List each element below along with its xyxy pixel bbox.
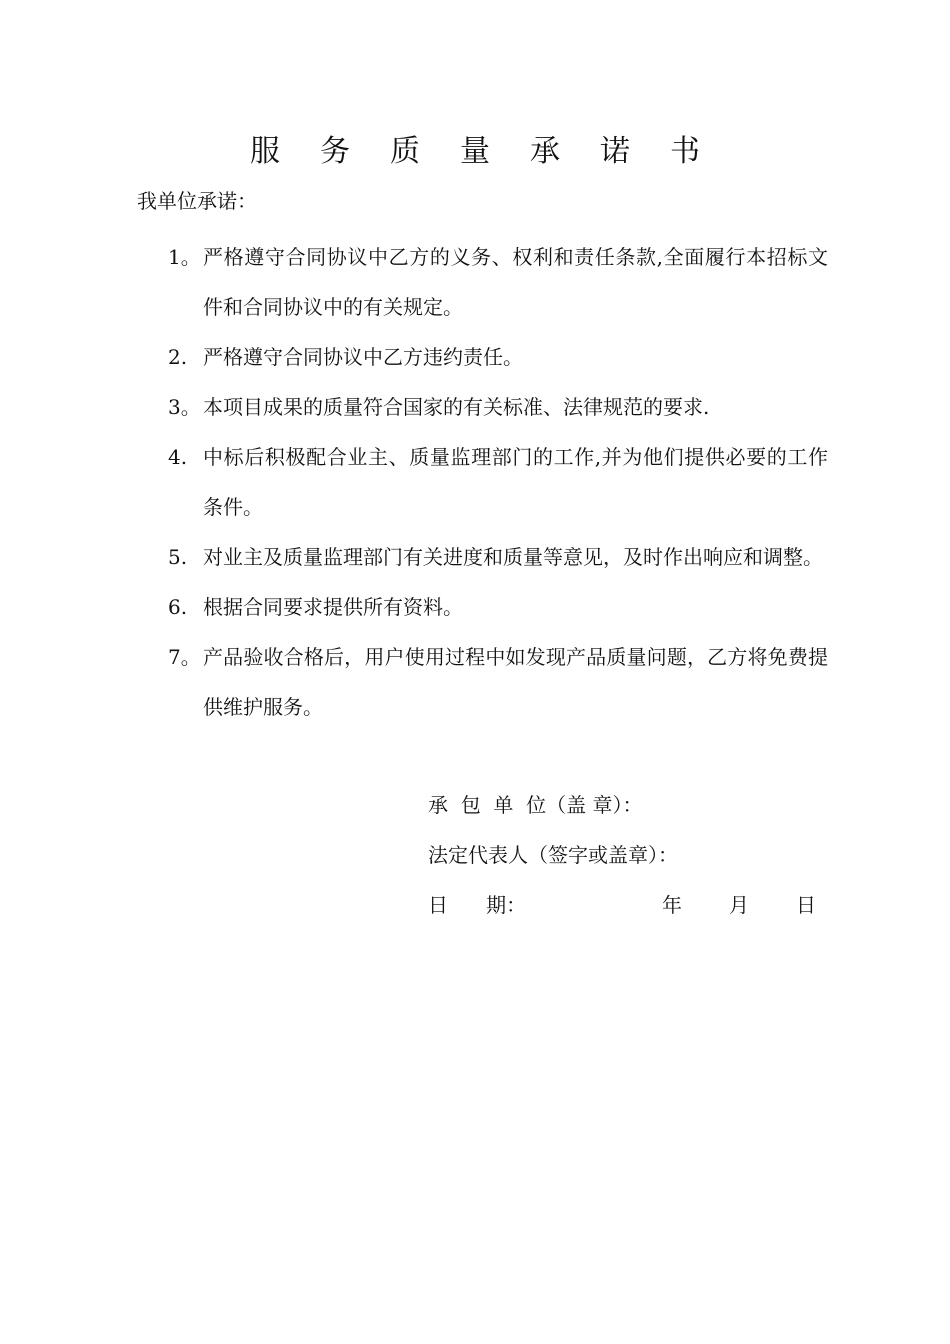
intro-text: 我单位承诺： xyxy=(137,189,257,213)
list-item xyxy=(168,582,828,632)
commitment-list xyxy=(168,232,828,732)
day-label: 日 xyxy=(796,893,816,917)
legal-representative-label: 法定代表人（签字或盖章）： xyxy=(428,843,678,867)
contractor-unit-label: 承 包 单 位（盖 章）： xyxy=(428,793,643,817)
item-text: 严格遵守合同协议中乙方的义务、权利和责任条款,全面履行本招标文件和合同协议中的有关规定。 xyxy=(203,245,828,319)
item-number: 6. xyxy=(168,595,188,619)
list-item xyxy=(168,232,828,332)
month-label: 月 xyxy=(729,893,749,917)
year-label: 年 xyxy=(662,893,682,917)
item-number: 5. xyxy=(168,545,188,569)
item-number: 7。 xyxy=(168,645,201,669)
item-text: 对业主及质量监理部门有关进度和质量等意见，及时作出响应和调整。 xyxy=(203,545,823,569)
list-item xyxy=(168,382,828,432)
list-item xyxy=(168,432,828,532)
item-number: 1。 xyxy=(168,245,201,269)
item-number: 2. xyxy=(168,345,188,369)
document-title: 服务质量承诺书 xyxy=(250,134,740,169)
item-number: 4. xyxy=(168,445,188,469)
item-text: 严格遵守合同协议中乙方违约责任。 xyxy=(203,345,523,369)
date-row xyxy=(428,880,816,930)
item-text: 中标后积极配合业主、质量监理部门的工作,并为他们提供必要的工作条件。 xyxy=(203,445,828,519)
item-number: 3。 xyxy=(168,395,201,419)
list-item xyxy=(168,332,828,382)
list-item xyxy=(168,632,828,732)
list-item xyxy=(168,532,828,582)
signature-block xyxy=(428,780,816,930)
date-label: 日 期： xyxy=(428,893,527,917)
item-text: 本项目成果的质量符合国家的有关标准、法律规范的要求. xyxy=(203,395,710,419)
item-text: 产品验收合格后，用户使用过程中如发现产品质量问题，乙方将免费提供维护服务。 xyxy=(203,645,828,719)
item-text: 根据合同要求提供所有资料。 xyxy=(203,595,463,619)
